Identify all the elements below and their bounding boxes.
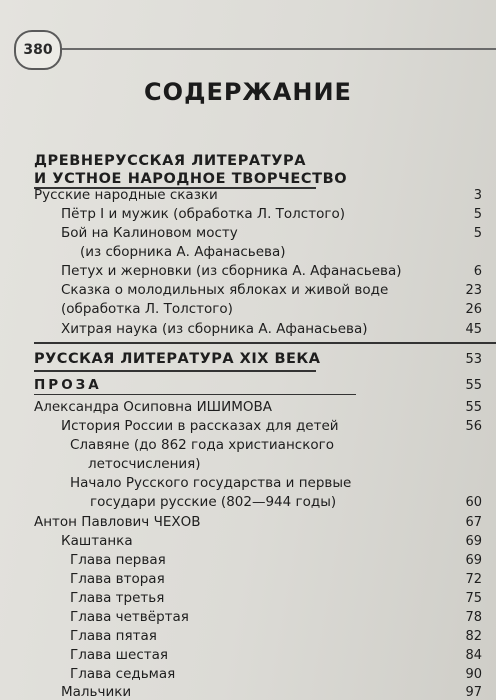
toc-entry-label: Александра Осиповна ИШИМОВА [34,399,272,415]
toc-entry-page: 97 [465,685,482,700]
toc-entry-page: 26 [465,302,482,317]
toc-row [0,474,496,493]
prose-underline [34,394,356,395]
header-rule [62,48,496,50]
toc-row [0,205,496,224]
toc-row [0,320,496,339]
toc-entry-label: Каштанка [61,533,133,549]
toc-row [0,455,496,474]
toc-entry-label: Русские народные сказки [34,187,218,203]
toc-entry-page: 23 [465,283,482,298]
toc-entry-page: 67 [465,515,482,530]
page-title: СОДЕРЖАНИЕ [144,78,352,106]
toc-row [0,608,496,627]
toc-row [0,646,496,665]
toc-row [0,589,496,608]
toc-entry-page: 45 [465,322,482,337]
toc-entry-label: летосчисления) [88,456,201,472]
toc-entry-page: 56 [465,419,482,434]
toc-row [0,262,496,281]
toc-entry-label: государи русские (802—944 годы) [90,494,337,510]
toc-entry-page: 78 [465,610,482,625]
toc-entry-label: Начало Русского государства и первые [70,475,352,491]
toc-row [0,683,496,700]
toc-entry-page: 84 [465,648,482,663]
toc-entry-page: 72 [465,572,482,587]
toc-entry-page: 55 [465,400,482,415]
toc-entry-page: 6 [473,264,482,279]
toc-row [0,627,496,646]
toc-entry-label: Мальчики [61,684,132,700]
toc-row [0,532,496,551]
toc-entry-page: 69 [465,534,482,549]
toc-row [0,281,496,300]
toc-row [0,376,496,395]
toc-entry-label: Глава четвёртая [70,609,189,625]
toc-entry-label: Петух и жерновки (из сборника А. Афанасьева) [61,263,402,279]
toc-entry-label: Глава третья [70,590,165,606]
toc-entry-label: Сказка о молодильных яблоках и живой воде [61,282,389,298]
toc-entry-page: 60 [465,495,482,510]
toc-row [0,493,496,512]
toc-entry-label: (из сборника А. Афанасьева) [80,244,286,260]
toc-entry-page: 82 [465,629,482,644]
toc-entry-page: 55 [465,378,482,393]
page-number: 380 [23,42,53,58]
toc-row [0,224,496,243]
toc-row [0,186,496,205]
toc-entry-label: Глава пятая [70,628,157,644]
section-underline-2 [34,370,316,372]
toc-entry-label: Хитрая наука (из сборника А. Афанасьева) [61,321,368,337]
toc-entry-label: История России в рассказах для детей [61,418,339,434]
section-heading-1-line-2: И УСТНОЕ НАРОДНОЕ ТВОРЧЕСТВО [34,171,348,187]
toc-entry-page: 5 [473,207,482,222]
toc-entry-page: 69 [465,553,482,568]
toc-entry-label: Глава первая [70,552,166,568]
prose-label: ПРОЗА [34,377,102,393]
toc-entry-label: Бой на Калиновом мосту [61,225,238,241]
toc-entry-page: 3 [473,188,482,203]
toc-entry-label: Славяне (до 862 года христианского [70,437,334,453]
section-divider [34,342,496,344]
toc-entry-page: 5 [473,226,482,241]
toc-row [0,300,496,319]
section-heading-1-line-1: ДРЕВНЕРУССКАЯ ЛИТЕРАТУРА [34,153,307,169]
toc-entry-page: 75 [465,591,482,606]
toc-row [0,243,496,262]
toc-entry-label: Антон Павлович ЧЕХОВ [34,514,201,530]
toc-entry-label: Глава седьмая [70,666,176,682]
toc-row [0,665,496,684]
toc-row [0,570,496,589]
section-heading-2: РУССКАЯ ЛИТЕРАТУРА XIX ВЕКА [34,351,321,367]
toc-entry-page: 53 [465,352,482,367]
toc-row [0,398,496,417]
toc-entry-label: Глава шестая [70,647,168,663]
toc-entry-label: (обработка Л. Толстого) [61,301,233,317]
toc-row [0,551,496,570]
toc-row [0,513,496,532]
toc-row [0,350,496,369]
toc-row [0,417,496,436]
toc-entry-page: 90 [465,667,482,682]
toc-row [0,436,496,455]
toc-entry-label: Пётр I и мужик (обработка Л. Толстого) [61,206,345,222]
toc-entry-label: Глава вторая [70,571,165,587]
page-number-badge [14,30,62,70]
